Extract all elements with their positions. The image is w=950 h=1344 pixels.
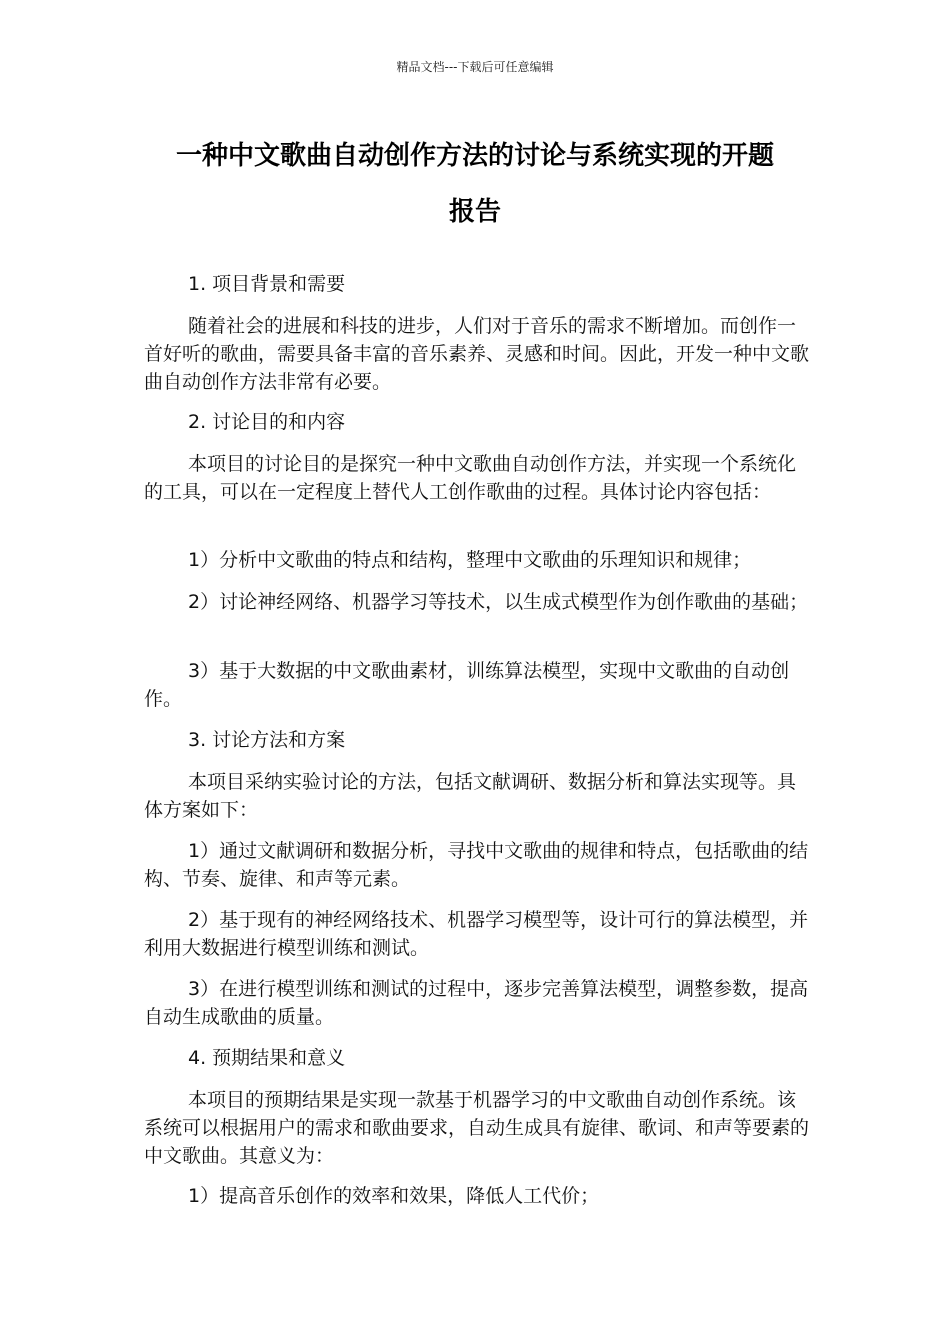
section-3-heading: 3. 讨论方法和方案 [188, 729, 346, 751]
section-3-paragraph: 本项目采纳实验讨论的方法，包括文献调研、数据分析和算法实现等。具体方案如下： [144, 771, 797, 821]
section-1-heading: 1. 项目背景和需要 [188, 273, 346, 295]
page-header: 精品文档---下载后可任意编辑 [396, 60, 554, 74]
section-2-list-item-1: 1）分析中文歌曲的特点和结构，整理中文歌曲的乐理知识和规律； [188, 549, 752, 571]
title-line-2: 报告 [448, 197, 501, 227]
section-2-list-item-2: 2）讨论神经网络、机器学习等技术，以生成式模型作为创作歌曲的基础； [188, 591, 809, 613]
section-2-paragraph: 本项目的讨论目的是探究一种中文歌曲自动创作方法，并实现一个系统化的工具，可以在一定程度上替代人工创作歌曲的过程。具体讨论内容包括： [144, 453, 797, 503]
section-3-list-item-3: 3）在进行模型训练和测试的过程中，逐步完善算法模型，调整参数，提高自动生成歌曲的质量。 [144, 978, 809, 1028]
section-4-paragraph: 本项目的预期结果是实现一款基于机器学习的中文歌曲自动创作系统。该系统可以根据用户的需求和歌曲要求，自动生成具有旋律、歌词、和声等要素的中文歌曲。其意义为： [144, 1089, 810, 1167]
section-4-heading: 4. 预期结果和意义 [188, 1047, 346, 1069]
section-2-list-item-3: 3）基于大数据的中文歌曲素材，训练算法模型，实现中文歌曲的自动创作。 [144, 660, 790, 710]
section-2-heading: 2. 讨论目的和内容 [188, 411, 346, 433]
section-4-list-item-1: 1）提高音乐创作的效率和效果，降低人工代价； [188, 1185, 600, 1207]
section-3-list-item-2: 2）基于现有的神经网络技术、机器学习模型等，设计可行的算法模型，并利用大数据进行模型训练和测试。 [144, 909, 809, 959]
section-1-paragraph: 随着社会的进展和科技的进步，人们对于音乐的需求不断增加。而创作一首好听的歌曲，需要具备丰富的音乐素养、灵感和时间。因此，开发一种中文歌曲自动创作方法非常有必要。 [144, 315, 810, 393]
section-3-list-item-1: 1）通过文献调研和数据分析，寻找中文歌曲的规律和特点，包括歌曲的结构、节奏、旋律、和声等元素。 [144, 840, 809, 890]
document-title [120, 128, 830, 240]
title-line-1: 一种中文歌曲自动创作方法的讨论与系统实现的开题 [175, 141, 774, 171]
